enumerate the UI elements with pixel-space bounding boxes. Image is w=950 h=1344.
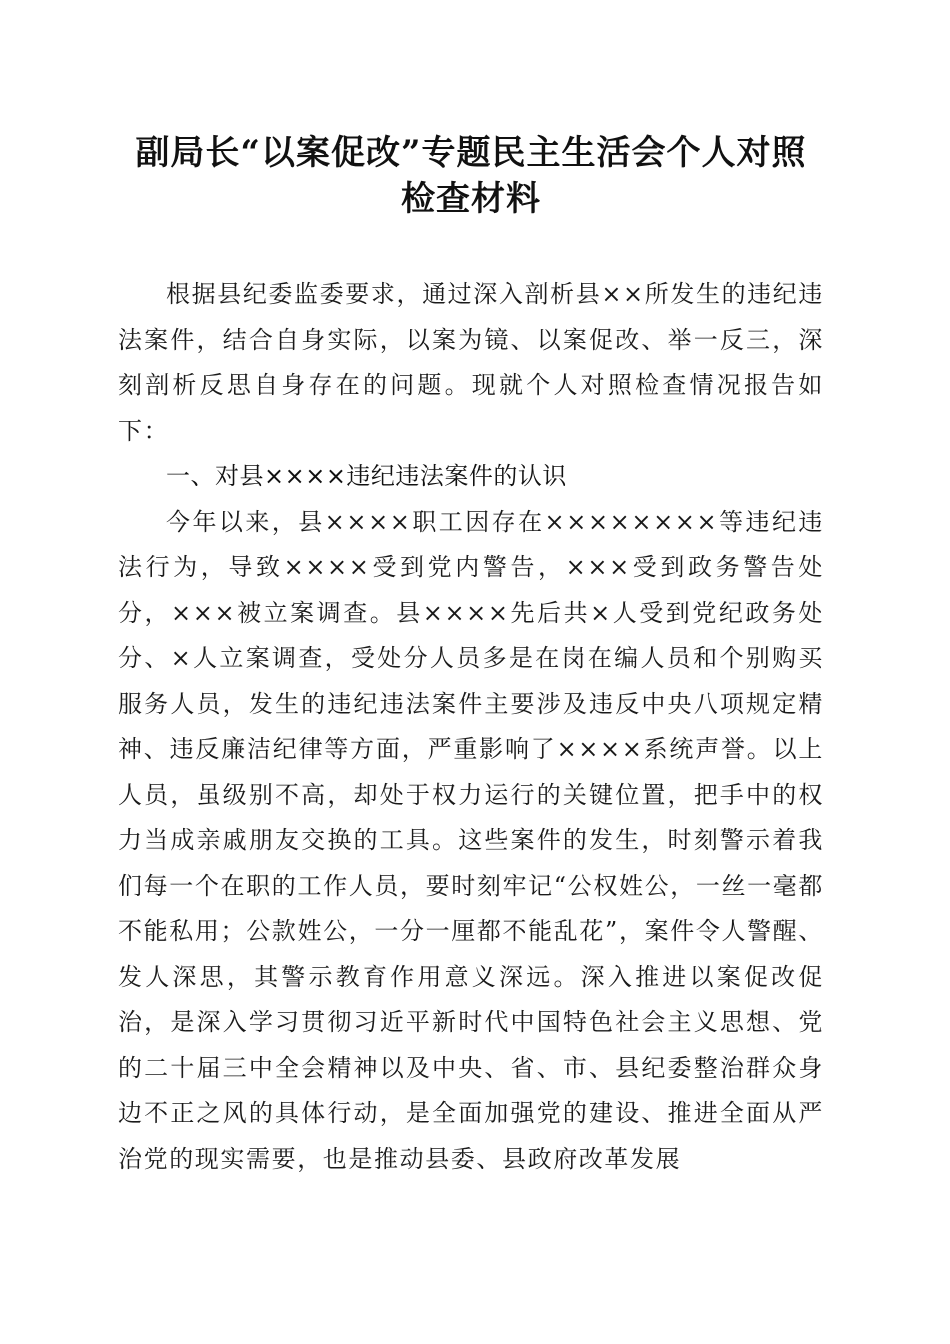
section-1-paragraph: 今年以来，县××××职工因存在××××××××等违纪违法行为，导致××××受到党内警告，×××受到政务警告处分，×××被立案调查。县××××先后共×人受到党纪政务处分、×人立案调查，受处分人员多是在岗在编人员和个别购买服务人员，发生的违纪违法案件主要涉及违反中央八项规定精神、违反廉洁纪律等方面，严重影响了××××系统声誉。以上人员，虽级别不高，却处于权力运行的关键位置，把手中的权力当成亲戚朋友交换的工具。这些案件的发生，时刻警示着我们每一个在职的工作人员，要时刻牢记“公权姓公，一丝一毫都不能私用；公款姓公，一分一厘都不能乱花”，案件令人警醒、发人深思，其警示教育作用意义深远。深入推进以案促改促治，是深入学习贯彻习近平新时代中国特色社会主义思想、党的二十届三中全会精神以及中央、省、市、县纪委整治群众身边不正之风的具体行动，是全面加强党的建设、推进全面从严治党的现实需要，也是推动县委、县政府改革发展 bbox=[118, 507, 824, 1173]
section-1-heading: 一、对县××××违纪违法案件的认识 bbox=[166, 462, 567, 490]
title-line-2: 检查材料 bbox=[401, 179, 541, 219]
title-line-1: 副局长“以案促改”专题民主生活会个人对照 bbox=[135, 133, 807, 173]
document-page bbox=[118, 130, 824, 1182]
intro-paragraph: 根据县纪委监委要求，通过深入剖析县××所发生的违纪违法案件，结合自身实际，以案为镜、以案促改、举一反三，深刻剖析反思自身存在的问题。现就个人对照检查情况报告如下： bbox=[118, 280, 824, 445]
document-title bbox=[118, 130, 824, 222]
document-body bbox=[118, 272, 824, 1182]
